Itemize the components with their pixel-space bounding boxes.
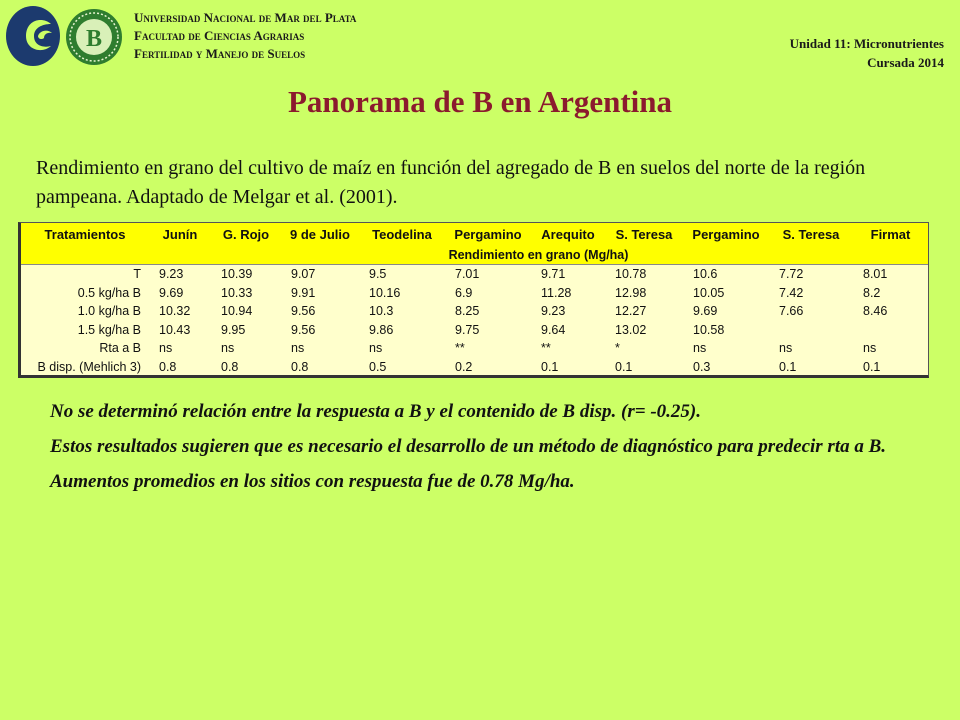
table-cell: 0.3 [693, 359, 711, 374]
table-cell: 0.8 [221, 359, 239, 374]
column-header: Junín [149, 223, 211, 246]
table-cell: 9.23 [541, 304, 566, 319]
table-row [21, 358, 928, 377]
table-cell: ns [291, 341, 305, 356]
table-cell: 7.42 [779, 285, 804, 300]
table-cell [853, 321, 928, 340]
table-cell [769, 321, 853, 340]
table-cell: 0.5 [369, 359, 387, 374]
table-cell: 9.23 [159, 267, 184, 282]
row-label: 1.0 kg/ha B [77, 304, 141, 319]
table-cell: 12.27 [615, 304, 647, 319]
table-row [21, 265, 928, 284]
table-cell: 9.56 [291, 304, 316, 319]
table-cell: 8.25 [455, 304, 480, 319]
course-label: Cursada 2014 [867, 55, 944, 70]
table-cell: 8.01 [863, 267, 888, 282]
column-header: Firmat [853, 223, 928, 246]
table-cell: 0.8 [291, 359, 309, 374]
table-cell: 9.07 [291, 267, 316, 282]
table-cell: * [615, 341, 620, 356]
svg-text:B: B [85, 26, 103, 52]
table-cell: ns [779, 341, 793, 356]
table-cell: 0.1 [541, 359, 559, 374]
table-cell: 0.1 [615, 359, 633, 374]
table-cell: 9.69 [159, 285, 184, 300]
table-cell: 10.94 [221, 304, 253, 319]
table-cell: 0.1 [863, 359, 881, 374]
table-cell: 9.5 [369, 267, 387, 282]
table-subheader: Rendimiento en grano (Mg/ha) [149, 246, 928, 265]
table-cell: 0.2 [455, 359, 473, 374]
table-cell: ns [221, 341, 235, 356]
column-header: S. Teresa [769, 223, 853, 246]
yield-table-grid [21, 223, 928, 376]
table-caption: Rendimiento en grano del cultivo de maíz en función del agregado de B en suelos del norte de la región pampeana. Adaptado de Melgar et al. (2001). [36, 157, 866, 208]
institution-faculty: Facultad de Ciencias Agrarias [134, 28, 305, 43]
table-cell: 10.33 [221, 285, 253, 300]
row-label: 0.5 kg/ha B [77, 285, 141, 300]
table-cell: 9.56 [291, 322, 316, 337]
institution-block [134, 9, 356, 63]
table-cell: 8.46 [863, 304, 888, 319]
table-cell: 10.78 [615, 267, 647, 282]
note-item: Aumentos promedios en los sitios con respuesta fue de 0.78 Mg/ha. [50, 471, 575, 492]
table-cell: 10.6 [693, 267, 718, 282]
column-header: Teodelina [359, 223, 445, 246]
column-header: Arequito [531, 223, 605, 246]
table-cell: 11.28 [541, 285, 572, 300]
column-header: S. Teresa [605, 223, 683, 246]
table-subheader-row [21, 246, 928, 265]
table-cell: ns [693, 341, 707, 356]
table-row [21, 302, 928, 321]
table-cell: 8.2 [863, 285, 881, 300]
page-title: Panorama de B en Argentina [287, 84, 673, 119]
table-cell: 7.01 [455, 267, 480, 282]
column-header: Pergamino [683, 223, 769, 246]
row-label: T [133, 267, 141, 282]
table-row [21, 339, 928, 358]
column-header: G. Rojo [211, 223, 281, 246]
table-cell: 7.66 [779, 304, 804, 319]
table-cell: 10.05 [693, 285, 725, 300]
table-cell: ns [863, 341, 877, 356]
table-cell: 7.72 [779, 267, 804, 282]
table-cell: 9.64 [541, 322, 566, 337]
table-cell: ns [159, 341, 173, 356]
table-cell: 6.9 [455, 285, 473, 300]
table-cell: ** [541, 341, 551, 356]
table-cell: 9.86 [369, 322, 394, 337]
row-label: B disp. (Mehlich 3) [37, 359, 141, 374]
table-cell: 12.98 [615, 285, 647, 300]
table-header-row [21, 223, 928, 246]
table-cell: 0.1 [779, 359, 797, 374]
table-cell: 10.39 [221, 267, 253, 282]
empty-cell [21, 246, 149, 265]
table-cell: ns [369, 341, 383, 356]
column-header: Pergamino [445, 223, 531, 246]
note-item: No se determinó relación entre la respuesta a B y el contenido de B disp. (r= -0.25). [50, 401, 701, 422]
institution-department: Fertilidad y Manejo de Suelos [134, 46, 306, 61]
seal-logo-icon [64, 6, 124, 68]
notes [50, 398, 920, 503]
institution-university: Universidad Nacional de Mar del Plata [134, 10, 357, 25]
table-cell: ** [455, 341, 465, 356]
table-cell: 9.75 [455, 322, 480, 337]
table-cell: 10.32 [159, 304, 191, 319]
table-cell: 13.02 [615, 322, 647, 337]
note-item: Estos resultados sugieren que es necesario el desarrollo de un método de diagnóstico para predecir rta a B. [50, 436, 887, 457]
table-cell: 10.43 [159, 322, 191, 337]
table-cell: 10.16 [369, 285, 401, 300]
wave-logo-icon [4, 4, 62, 68]
yield-table [18, 222, 929, 378]
table-cell: 10.58 [693, 322, 725, 337]
unit-block [790, 34, 944, 72]
table-cell: 9.91 [291, 285, 316, 300]
row-label: 1.5 kg/ha B [77, 322, 141, 337]
row-label: Rta a B [99, 341, 141, 356]
column-header: Tratamientos [21, 223, 149, 246]
table-cell: 0.8 [159, 359, 177, 374]
table-cell: 9.71 [541, 267, 566, 282]
table-row [21, 284, 928, 303]
table-cell: 9.95 [221, 322, 246, 337]
table-row [21, 321, 928, 340]
table-cell: 10.3 [369, 304, 394, 319]
unit-label: Unidad 11: Micronutrientes [789, 36, 944, 51]
column-header: 9 de Julio [281, 223, 359, 246]
table-cell: 9.69 [693, 304, 718, 319]
